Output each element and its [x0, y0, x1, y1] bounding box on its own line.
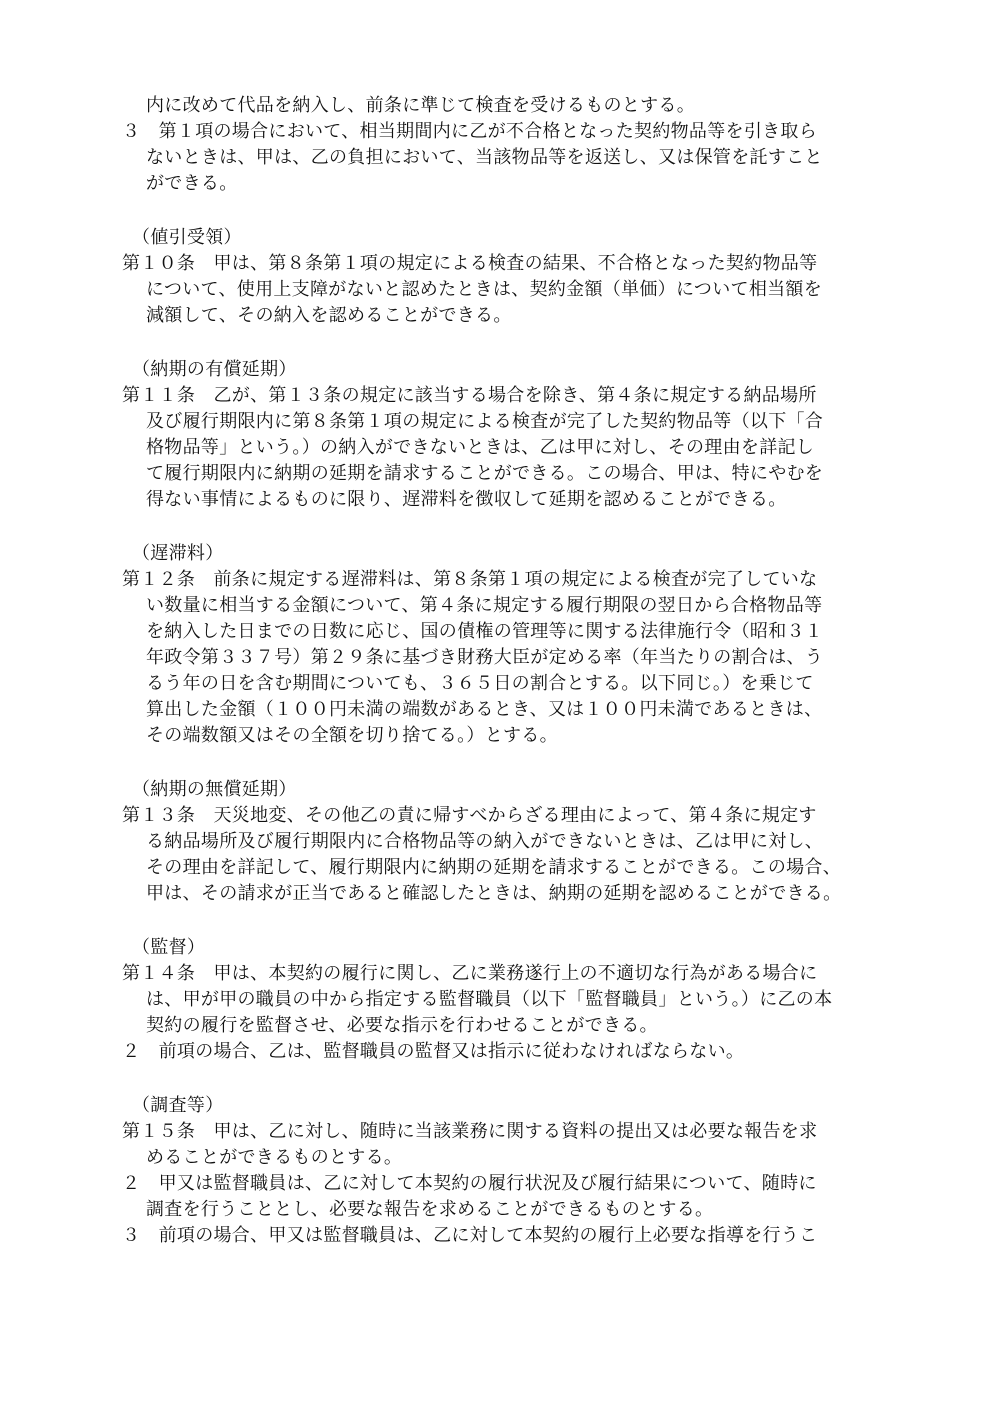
article-11-heading: （納期の有償延期） [132, 359, 297, 380]
document-body [122, 93, 892, 1249]
article-11-line-1: 第１１条 乙が、第１３条の規定に該当する場合を除き、第４条に規定する納品場所 [122, 385, 817, 406]
article-12-line-1: 第１２条 前条に規定する遅滞料は、第８条第１項の規定による検査が完了していな [122, 569, 818, 590]
article-9-paragraph-3-line-2: ないときは、甲は、乙の負担において、当該物品等を返送し、又は保管を託すこと [146, 147, 823, 168]
article-15-line-1: 第１５条 甲は、乙に対し、随時に当該業務に関する資料の提出又は必要な報告を求 [122, 1121, 818, 1142]
article-11-line-4: て履行期限内に納期の延期を請求することができる。この場合、甲は、特にやむを [146, 463, 824, 484]
article-10-line-1: 第１０条 甲は、第８条第１項の規定による検査の結果、不合格となった契約物品等 [122, 253, 818, 274]
article-10-line-2: について、使用上支障がないと認めたときは、契約金額（単価）について相当額を [146, 279, 823, 300]
article-15-heading: （調査等） [132, 1095, 224, 1116]
article-13-line-4: 甲は、その請求が正当であると確認したときは、納期の延期を認めることができる。 [146, 883, 842, 904]
article-14-line-2: は、甲が甲の職員の中から指定する監督職員（以下「監督職員」という。）に乙の本 [146, 989, 833, 1010]
article-14-line-1: 第１４条 甲は、本契約の履行に関し、乙に業務遂行上の不適切な行為がある場合に [122, 963, 818, 984]
paragraph-continuation: 内に改めて代品を納入し、前条に準じて検査を受けるものとする。 [146, 95, 695, 116]
article-13-line-2: る納品場所及び履行期限内に合格物品等の納入ができないときは、乙は甲に対し、 [146, 831, 824, 852]
article-13-line-1: 第１３条 天災地変、その他乙の責に帰すべからざる理由によって、第４条に規定す [122, 805, 817, 826]
article-14-paragraph-2: ２ 前項の場合、乙は、監督職員の監督又は指示に従わなければならない。 [122, 1041, 745, 1062]
article-15-paragraph-2-line-1: ２ 甲又は監督職員は、乙に対して本契約の履行状況及び履行結果について、随時に [122, 1173, 817, 1194]
article-15-paragraph-2-line-2: 調査を行うこととし、必要な報告を求めることができるものとする。 [146, 1199, 714, 1220]
article-12-heading: （遅滞料） [132, 543, 224, 564]
article-11-line-3: 格物品等」という。）の納入ができないときは、乙は甲に対し、その理由を詳記し [146, 437, 815, 458]
article-12-line-5: るう年の日を含む期間についても、３６５日の割合とする。以下同じ。）を乗じて [146, 673, 814, 694]
article-13-heading: （納期の無償延期） [132, 779, 297, 800]
article-11-line-5: 得ない事情によるものに限り、遅滞料を徴収して延期を認めることができる。 [146, 489, 787, 510]
article-10-line-3: 減額して、その納入を認めることができる。 [146, 305, 512, 326]
article-12-line-6: 算出した金額（１００円未満の端数があるとき、又は１００円未満であるときは、 [146, 699, 823, 720]
article-15-line-2: めることができるものとする。 [146, 1147, 403, 1168]
article-12-line-7: その端数額又はその全額を切り捨てる。）とする。 [146, 725, 558, 746]
article-14-line-3: 契約の履行を監督させ、必要な指示を行わせることができる。 [146, 1015, 658, 1036]
article-12-line-2: い数量に相当する金額について、第４条に規定する履行期限の翌日から合格物品等 [146, 595, 823, 616]
article-9-paragraph-3-line-1: ３ 第１項の場合において、相当期間内に乙が不合格となった契約物品等を引き取ら [122, 121, 818, 142]
article-11-line-2: 及び履行期限内に第８条第１項の規定による検査が完了した契約物品等（以下「合 [146, 411, 824, 432]
article-9-paragraph-3-line-3: ができる。 [146, 173, 238, 194]
article-12-line-3: を納入した日までの日数に応じ、国の債権の管理等に関する法律施行令（昭和３１ [146, 621, 824, 642]
article-14-heading: （監督） [132, 937, 206, 958]
article-12-line-4: 年政令第３３７号）第２９条に基づき財務大臣が定める率（年当たりの割合は、う [146, 647, 824, 668]
article-15-paragraph-3-line-1: ３ 前項の場合、甲又は監督職員は、乙に対して本契約の履行上必要な指導を行うこ [122, 1225, 818, 1246]
article-10-heading: （値引受領） [132, 227, 242, 248]
article-13-line-3: その理由を詳記して、履行期限内に納期の延期を請求することができる。この場合、 [146, 857, 842, 878]
